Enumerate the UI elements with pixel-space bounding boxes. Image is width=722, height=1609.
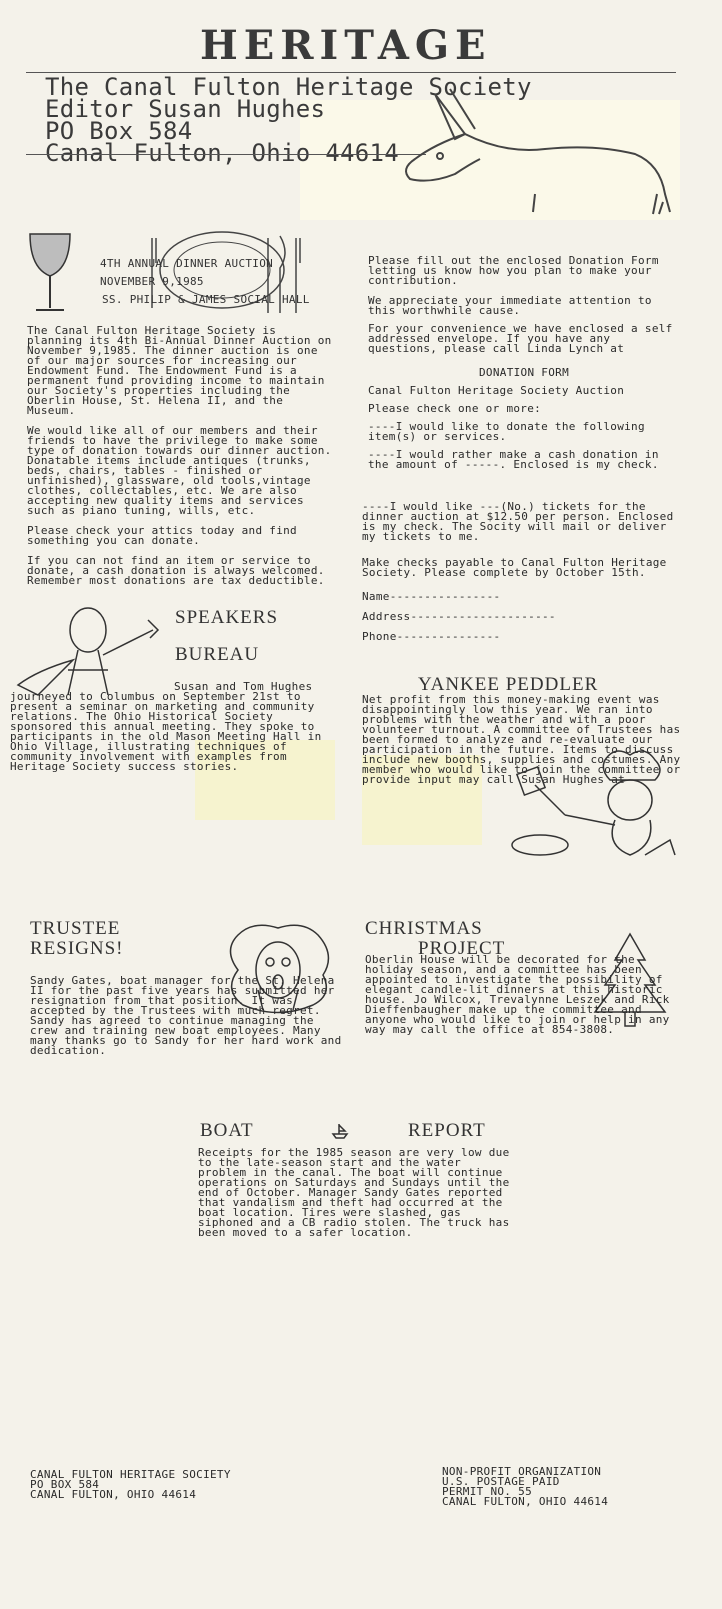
right-paragraph-3: For your convenience we have enclosed a self addressed envelope. If you have any questions, please call Linda Lynch at (368, 322, 673, 355)
boat-body (198, 1148, 516, 1238)
right-paragraph-1: Please fill out the enclosed Donation Form letting us know how you plan to make your contribution. (368, 254, 659, 287)
speakers-title-2: BUREAU (175, 644, 260, 665)
header-line-4: Canal Fulton, Ohio 44614 (45, 139, 399, 167)
indicia-line-4: CANAL FULTON, OHIO 44614 (442, 1495, 609, 1508)
wine-glass-icon (26, 228, 76, 318)
speakers-body: Susan and Tom Hughes journeyed to Columbus on September 21st to present a seminar on marketing and community relations. The Ohio Historical Society sponsored this annual meeting. They spoke to participants in the old Mason Meeting Hall in Ohio Village, illustrating techniques of community involvement with examples from Heritage Society success stories. (10, 680, 322, 773)
header-line-2: Editor Susan Hughes (45, 95, 326, 123)
donkey-illustration (395, 84, 685, 224)
donation-option-2: ----I would rather make a cash donation in the amount of -----. Enclosed is my check. (368, 448, 659, 471)
left-paragraph-3: Please check your attics today and find something you can donate. (27, 524, 297, 547)
left-paragraph-2: We would like all of our members and their friends to have the privilege to make some type of donation towards our dinner auction. Donatable items include antiques (trunks, beds, chairs, tables - finished or unfinished), glassware, old tools,vintage clothes, collectables, etc. We are also accepting new quality items and services such as piano tuning, wills, etc. (27, 424, 332, 517)
header-line-1: The Canal Fulton Heritage Society (45, 73, 532, 101)
trustee-body-text: Sandy Gates, boat manager for the St. Helena II for the past five years has submitted her resignation from that position. It was accepted by the Trustees with much regret. Sandy has agreed to continue managing the crew and training new boat employees. Many many thanks go to Sandy for her hard work and dedication. (30, 974, 342, 1057)
donation-option-1: ----I would like to donate the following item(s) or services. (368, 420, 645, 443)
masthead: HERITAGE (200, 22, 492, 69)
header-rule-bottom (26, 154, 426, 155)
ticket-block (362, 502, 680, 642)
christmas-title-2: PROJECT (418, 938, 506, 959)
name-field: Name---------------- (362, 590, 501, 603)
indicia-line-2: U.S. POSTAGE PAID (442, 1475, 560, 1488)
trustee-title-1: TRUSTEE (30, 918, 121, 939)
address-field: Address--------------------- (362, 610, 556, 623)
boat-title-right: REPORT (408, 1120, 486, 1141)
return-line-2: PO BOX 584 (30, 1478, 100, 1491)
phone-field: Phone--------------- (362, 630, 501, 643)
donation-check-prompt: Please check one or more: (368, 402, 542, 415)
indicia-line-1: NON-PROFIT ORGANIZATION (442, 1465, 602, 1478)
auction-banner (100, 255, 310, 309)
auction-line-2: NOVEMBER 9,1985 (100, 275, 204, 288)
christmas-title-1: CHRISTMAS (365, 918, 483, 939)
return-line-1: CANAL FULTON HERITAGE SOCIETY (30, 1468, 231, 1481)
boat-icon (330, 1122, 350, 1140)
christmas-body (365, 955, 680, 1035)
chef-cartoon (505, 745, 680, 865)
donation-form-subtitle: Canal Fulton Heritage Society Auction (368, 384, 625, 397)
yankee-title: YANKEE PEDDLER (418, 674, 599, 695)
auction-line-1: 4TH ANNUAL DINNER AUCTION (100, 257, 274, 270)
left-column (27, 326, 335, 586)
boat-body-text: Receipts for the 1985 season are very low due to the late-season start and the water problem in the canal. The boat will continue operations on Saturdays and Sundays until the end of October. Manager Sandy Gates reported that vandalism and theft had occurred at the boat location. Tires were slashed, gas siphoned and a CB radio stolen. The truck has been moved to a safer location. (198, 1146, 510, 1239)
trustee-body (30, 976, 345, 1056)
speakers-title-1: SPEAKERS (175, 607, 279, 628)
christmas-body-text: Oberlin House will be decorated for the holiday season, and a committee has been appointed to investigate the possibility of elegant candle-lit dinners at this historic house. Jo Wilcox, Trevalynne Leszek and Rick Dieffenbaugher make up the committee and anyone who would like to join or help in any way may call the office at 854-3808. (365, 953, 670, 1036)
return-address (30, 1470, 231, 1500)
return-line-3: CANAL FULTON, OHIO 44614 (30, 1488, 197, 1501)
donation-option-3: ----I would like ---(No.) tickets for the dinner auction at $12.50 per person. Enclosed is my check. The Socity will mail or deliver my tickets to me. (362, 500, 674, 543)
donation-form-title: DONATION FORM (479, 366, 569, 379)
auction-line-3: SS. PHILIP & JAMES SOCIAL HALL (102, 293, 310, 306)
left-paragraph-1: The Canal Fulton Heritage Society is planning its 4th Bi-Annual Dinner Auction on November 9,1985. The dinner auction is one of our major sources for increasing our Endowment Fund. The Endowment Fund is a permanent fund providing income to maintain our Society's properties including the Oberlin House, St. Helena II, and the Museum. (27, 324, 332, 417)
header-line-3: PO Box 584 (45, 117, 193, 145)
yankee-body-text: Net profit from this money-making event was disappointingly low this year. We ran into problems with the weather and with a poor volunteer turnout. A committee of Trustees has been formed to analyze and re-evaluate our participation in the future. Items to discuss include new booths, supplies and costumes. Any member who would like to join the committee or provide input may call Susan Hughes at (362, 693, 681, 786)
left-paragraph-4: If you can not find an item or service to donate, a cash donation is always welcomed. Remember most donations are tax deductible. (27, 554, 325, 587)
right-column (368, 256, 680, 470)
payable-note: Make checks payable to Canal Fulton Heritage Society. Please complete by October 15th. (362, 556, 667, 579)
postage-indicia (442, 1467, 608, 1507)
trustee-title-2: RESIGNS! (30, 938, 124, 959)
boat-title-left: BOAT (200, 1120, 254, 1141)
right-paragraph-2: We appreciate your immediate attention to this worthwhile cause. (368, 294, 652, 317)
indicia-line-3: PERMIT NO. 55 (442, 1485, 532, 1498)
